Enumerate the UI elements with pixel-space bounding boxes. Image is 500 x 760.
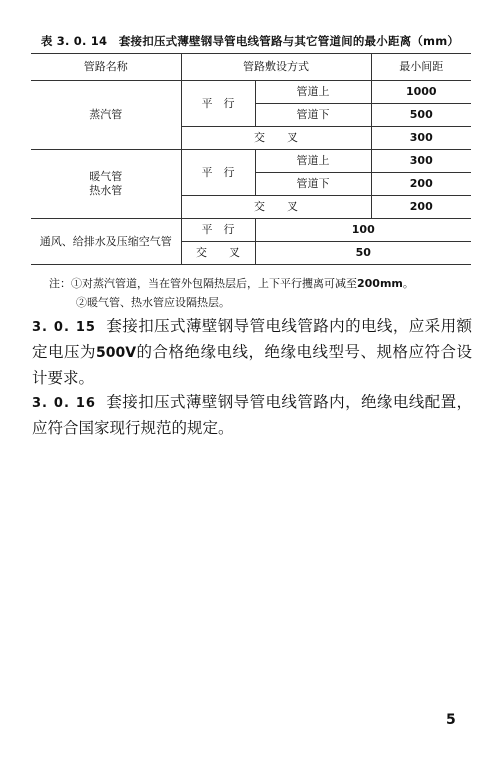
cell-above: 管道上 xyxy=(255,150,371,173)
cell-heating-pipe: 暖气管 xyxy=(89,170,123,183)
cell-cross: 交 叉 xyxy=(181,196,371,219)
table-row xyxy=(31,81,471,104)
cell-value: 50 xyxy=(255,242,471,265)
cell-value: 200 xyxy=(371,173,471,196)
page-number: 5 xyxy=(446,712,456,728)
cell-value: 1000 xyxy=(371,81,471,104)
clause-3-0-16 xyxy=(32,390,472,441)
clause-3-0-15 xyxy=(32,314,472,391)
cell-steam-pipe: 蒸汽管 xyxy=(31,81,181,150)
table-header-row xyxy=(31,54,471,81)
cell-heating-pipes xyxy=(31,150,181,219)
header-min-distance: 最小间距 xyxy=(371,54,471,81)
cell-value: 500 xyxy=(371,104,471,127)
clause-text: 的合格绝缘电线，绝缘电线型号、规格应符合设计要求。 xyxy=(32,343,472,387)
note-1-text: 注：①对蒸汽管道，当在管外包隔热层后，上下平行攫离可减至 xyxy=(49,277,357,290)
cell-value: 200 xyxy=(371,196,471,219)
cell-value: 300 xyxy=(371,127,471,150)
clause-number: 3. 0. 16 xyxy=(32,396,96,411)
cell-below: 管道下 xyxy=(255,173,371,196)
table-caption: 表 3. 0. 14 套接扣压式薄壁钢导管电线管路与其它管道间的最小距离（mm） xyxy=(40,34,460,48)
cell-below: 管道下 xyxy=(255,104,371,127)
cell-parallel: 平 行 xyxy=(181,81,255,127)
rated-voltage: 500V xyxy=(96,345,137,361)
clause-text: 套接扣压式薄壁钢导管电线管路内的电线，应采用额定电压为 xyxy=(32,317,472,361)
note-1 xyxy=(49,274,414,293)
note-1-end: 。 xyxy=(402,277,414,290)
cell-hot-water-pipe: 热水管 xyxy=(89,184,123,197)
header-pipe-name: 管路名称 xyxy=(31,54,181,81)
cell-above: 管道上 xyxy=(255,81,371,104)
cell-value: 300 xyxy=(371,150,471,173)
table-notes xyxy=(49,274,414,312)
cell-vent-water-air-pipes: 通风、给排水及压缩空气管 xyxy=(31,219,181,265)
table-row xyxy=(31,219,471,242)
cell-parallel: 平 行 xyxy=(181,150,255,196)
cell-parallel: 平 行 xyxy=(181,219,255,242)
cell-cross: 交 叉 xyxy=(181,127,371,150)
note-1-value: 200mm xyxy=(357,277,403,290)
clause-number: 3. 0. 15 xyxy=(32,320,96,335)
header-laying-method: 管路敷设方式 xyxy=(181,54,371,81)
clause-text: 套接扣压式薄壁钢导管电线管路内，绝缘电线配置，应符合国家现行规范的规定。 xyxy=(32,393,472,437)
table-row xyxy=(31,150,471,173)
min-distance-table xyxy=(31,53,471,265)
note-2: ②暖气管、热水管应设隔热层。 xyxy=(76,296,230,309)
cell-cross: 交 叉 xyxy=(181,242,255,265)
cell-value: 100 xyxy=(255,219,471,242)
